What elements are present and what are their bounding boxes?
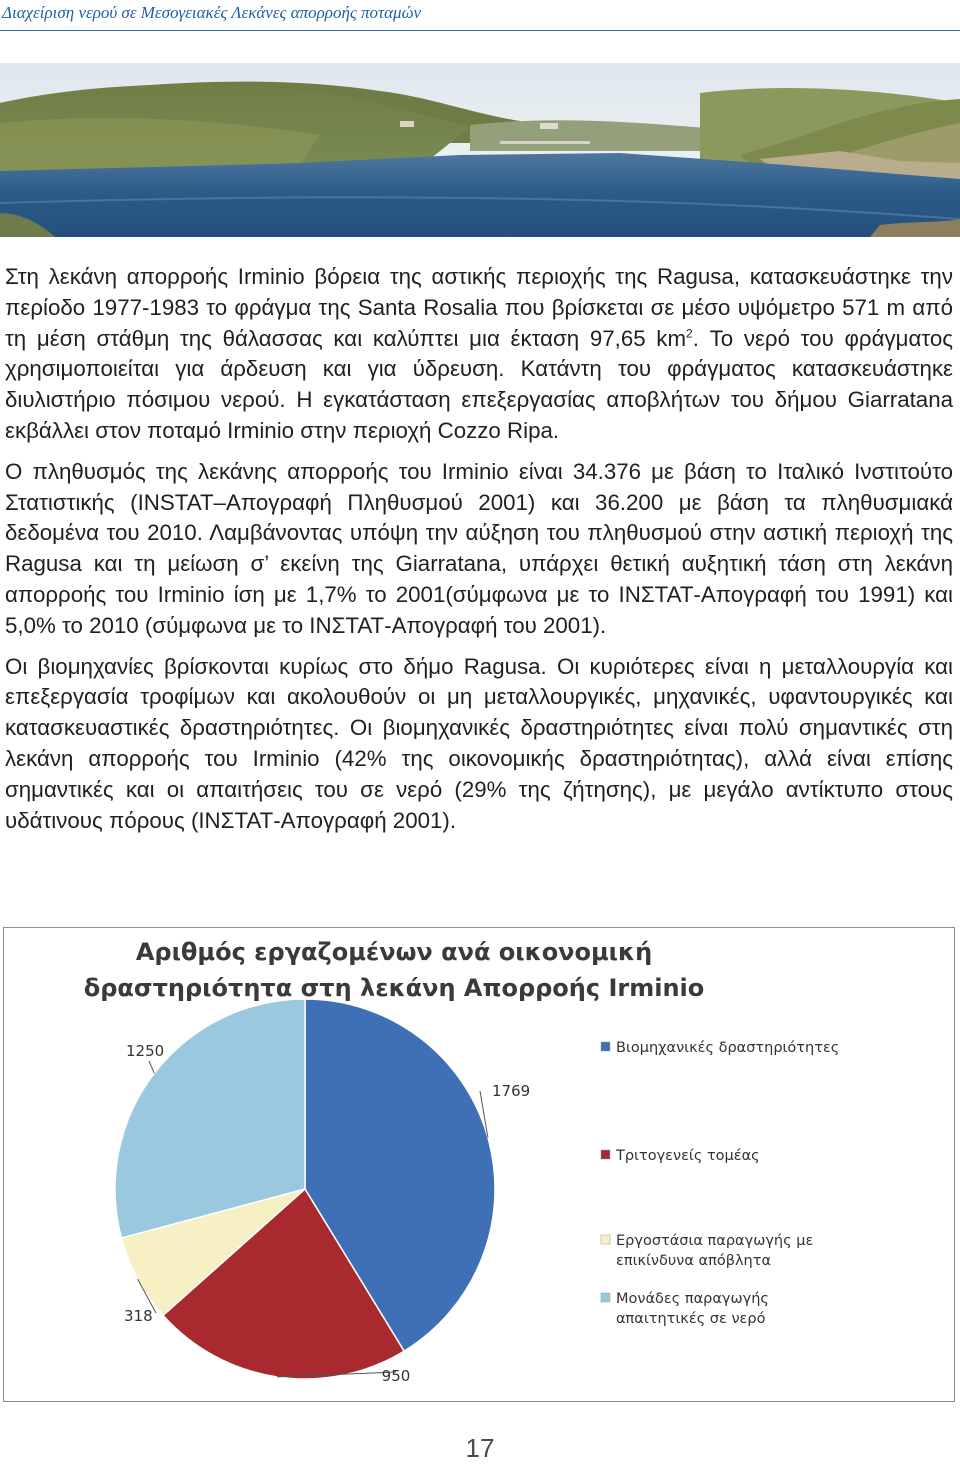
legend-label-4-line-2: απαιτητικές σε νερό	[616, 1311, 766, 1327]
reservoir-photo	[0, 63, 960, 237]
legend-label-4-line-1: Μονάδες παραγωγής	[616, 1291, 769, 1307]
legend-label-3-line-2: επικίνδυνα απόβλητα	[616, 1253, 772, 1269]
paragraph-1-text-a: Στη λεκάνη απορροής Irminio βόρεια της αστικής περιοχής της Ragusa, κατασκευάστηκε την περίοδο 1977-1983 το φράγμα της Santa Rosalia που βρίσκεται σε μέσο υψόμετρο 571 m από τη μέση στάθμη της θάλασσας και καλύπτει μια έκταση 97,65 km	[5, 264, 953, 351]
header-rule	[0, 30, 960, 31]
data-label-3: 318	[124, 1307, 153, 1325]
data-label-4: 1250	[126, 1042, 165, 1060]
legend-label-2-line-1: Τριτογενείς τομέας	[616, 1148, 760, 1164]
running-header: Διαχείριση νερού σε Μεσογειακές Λεκάνες απορροής ποταμών	[2, 3, 421, 22]
paragraph-2: Ο πληθυσμός της λεκάνης απορροής του Irminio είναι 34.376 με βάση το Ιταλικό Ινστιτούτο Στατιστικής (INSTAT–Απογραφή Πληθυσμού 2001) και 36.200 με βάση τα πληθυσμιακά δεδομένα του 2010. Λαμβάνοντας υπόψη την αύξηση του πληθυσμού στην αστική περιοχή της Ragusa και τη μείωση σ’ εκείνη της Giarratana, υπάρχει θετική αυξητική τάση στη λεκάνη απορροής του Irminio ίση με 1,7% το 2001(σύμφωνα με το ΙΝΣΤΑΤ-Απογραφή του 1991) και 5,0% το 2010 (σύμφωνα με το ΙΝΣΤΑΤ-Απογραφή του 2001).	[5, 458, 953, 638]
paragraph-1	[5, 262, 953, 447]
legend-swatch-1	[601, 1042, 610, 1051]
chart-title-line-1: Αριθμός εργαζομένων ανά οικονομική	[135, 938, 653, 966]
legend-label-3-line-1: Εργοστάσια παραγωγής με	[616, 1233, 814, 1249]
superscript-2: 2	[686, 326, 693, 341]
legend-item-1	[601, 1040, 839, 1056]
legend-swatch-4	[601, 1293, 610, 1302]
legend-item-4	[601, 1291, 769, 1327]
pie-chart-figure	[3, 927, 955, 1402]
legend-item-2	[601, 1148, 760, 1164]
page-number: 17	[465, 1433, 495, 1463]
legend-swatch-2	[601, 1150, 610, 1159]
body-text	[5, 262, 953, 836]
pie-chart	[4, 928, 954, 1401]
data-label-2: 950	[381, 1367, 411, 1385]
paragraph-1-text-b: . Το νερό του φράγματος χρησιμοποιείται για άρδευση και για ύδρευση. Κατάντη του φράγματος κατασκευάστηκε διυλιστήριο πόσιμου νερού. Η εγκατάσταση επεξεργασίας αποβλήτων του δήμου Giarratana εκβάλλει στον ποταμό Irminio στην περιοχή Cozzo Ripa.	[5, 325, 953, 443]
data-label-1: 1769	[492, 1082, 531, 1100]
legend-swatch-3	[601, 1235, 610, 1244]
legend-label-1-line-1: Βιομηχανικές δραστηριότητες	[616, 1040, 840, 1056]
legend-item-3	[601, 1233, 813, 1269]
chart-title-line-2: δραστηριότητα στη λεκάνη Απορροής Irminio	[83, 974, 705, 1002]
paragraph-3: Οι βιομηχανίες βρίσκονται κυρίως στο δήμο Ragusa. Οι κυριότερες είναι η μεταλλουργία και επεξεργασία τροφίμων και ακολουθούν οι μη μεταλλουργικές, μηχανικές, υφαντουργικές και κατασκευαστικές δραστηριότητες. Οι βιομηχανικές δραστηριότητες είναι πολύ σημαντικές στη λεκάνη απορροής του Irminio (42% της οικονομικής δραστηριότητας), αλλά είναι επίσης σημαντικές και οι απαιτήσεις του σε νερό (29% της ζήτησης), με μεγάλο αντίκτυπο στους υδάτινους πόρους (ΙΝΣΤΑΤ-Απογραφή 2001).	[5, 653, 953, 833]
leader-line-4	[149, 1061, 154, 1073]
